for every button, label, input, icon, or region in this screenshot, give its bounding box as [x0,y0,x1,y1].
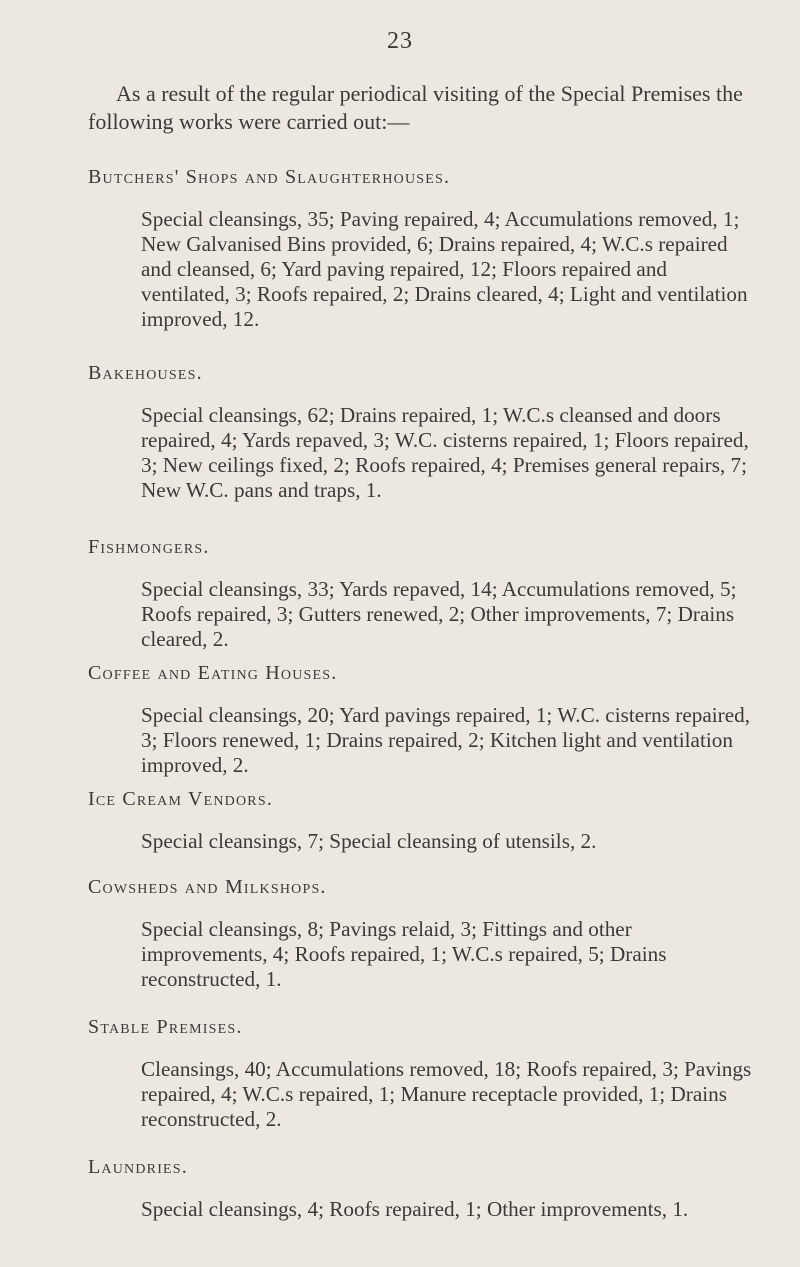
section-ice-cream-vendors [88,786,760,854]
section-text: Special cleansings, 7; Special cleansing of utensils, 2. [141,829,597,853]
section-text: Special cleansings, 35; Paving repaired, 4; Accumulations removed, 1; New Galvanised Bins provided, 6; Drains repaired, 4; W.C.s repaired and cleansed, 6; Yard paving repaired, 12; Floors repaired and ventilated, 3; Roofs repaired, 2; Drains cleared, 4; Light and ventilation improved, 12. [141,207,748,331]
section-text: Special cleansings, 4; Roofs repaired, 1; Other improvements, 1. [141,1197,689,1221]
intro-paragraph: As a result of the regular periodical visiting of the Special Premises the following works were carried out:— [88,81,743,134]
section-heading: Ice Cream Vendors. [88,788,274,810]
section-text: Special cleansings, 8; Pavings relaid, 3; Fittings and other improvements, 4; Roofs repaired, 1; W.C.s repaired, 5; Drains reconstructed, 1. [141,917,667,991]
section-butchers-shops [88,164,760,332]
page-number: 23 [387,28,413,54]
section-stable-premises [88,1014,760,1132]
section-heading: Coffee and Eating Houses. [88,662,338,684]
section-text: Cleansings, 40; Accumulations removed, 18; Roofs repaired, 3; Pavings repaired, 4; W.C.s repaired, 1; Manure receptacle provided, 1; Drains reconstructed, 2. [141,1057,752,1131]
section-text: Special cleansings, 62; Drains repaired, 1; W.C.s cleansed and doors repaired, 4; Yards repaved, 3; W.C. cisterns repaired, 1; Floors repaired, 3; New ceilings fixed, 2; Roofs repaired, 4; Premises general repairs, 7; New W.C. pans and traps, 1. [141,403,749,502]
section-heading: Cowsheds and Milkshops. [88,876,327,898]
section-heading: Fishmongers. [88,536,210,558]
section-fishmongers [88,534,760,652]
section-laundries [88,1154,760,1222]
section-text: Special cleansings, 33; Yards repaved, 14; Accumulations removed, 5; Roofs repaired, 3; Gutters renewed, 2; Other improvements, 7; Drains cleared, 2. [141,577,737,651]
section-heading: Butchers' Shops and Slaughterhouses. [88,166,451,188]
section-cowsheds-milkshops [88,874,760,992]
section-heading: Laundries. [88,1156,188,1178]
section-bakehouses [88,360,760,503]
section-heading: Bakehouses. [88,362,203,384]
section-heading: Stable Premises. [88,1016,243,1038]
section-coffee-eating-houses [88,660,760,778]
section-text: Special cleansings, 20; Yard pavings repaired, 1; W.C. cisterns repaired, 3; Floors renewed, 1; Drains repaired, 2; Kitchen light and ventilation improved, 2. [141,703,751,777]
